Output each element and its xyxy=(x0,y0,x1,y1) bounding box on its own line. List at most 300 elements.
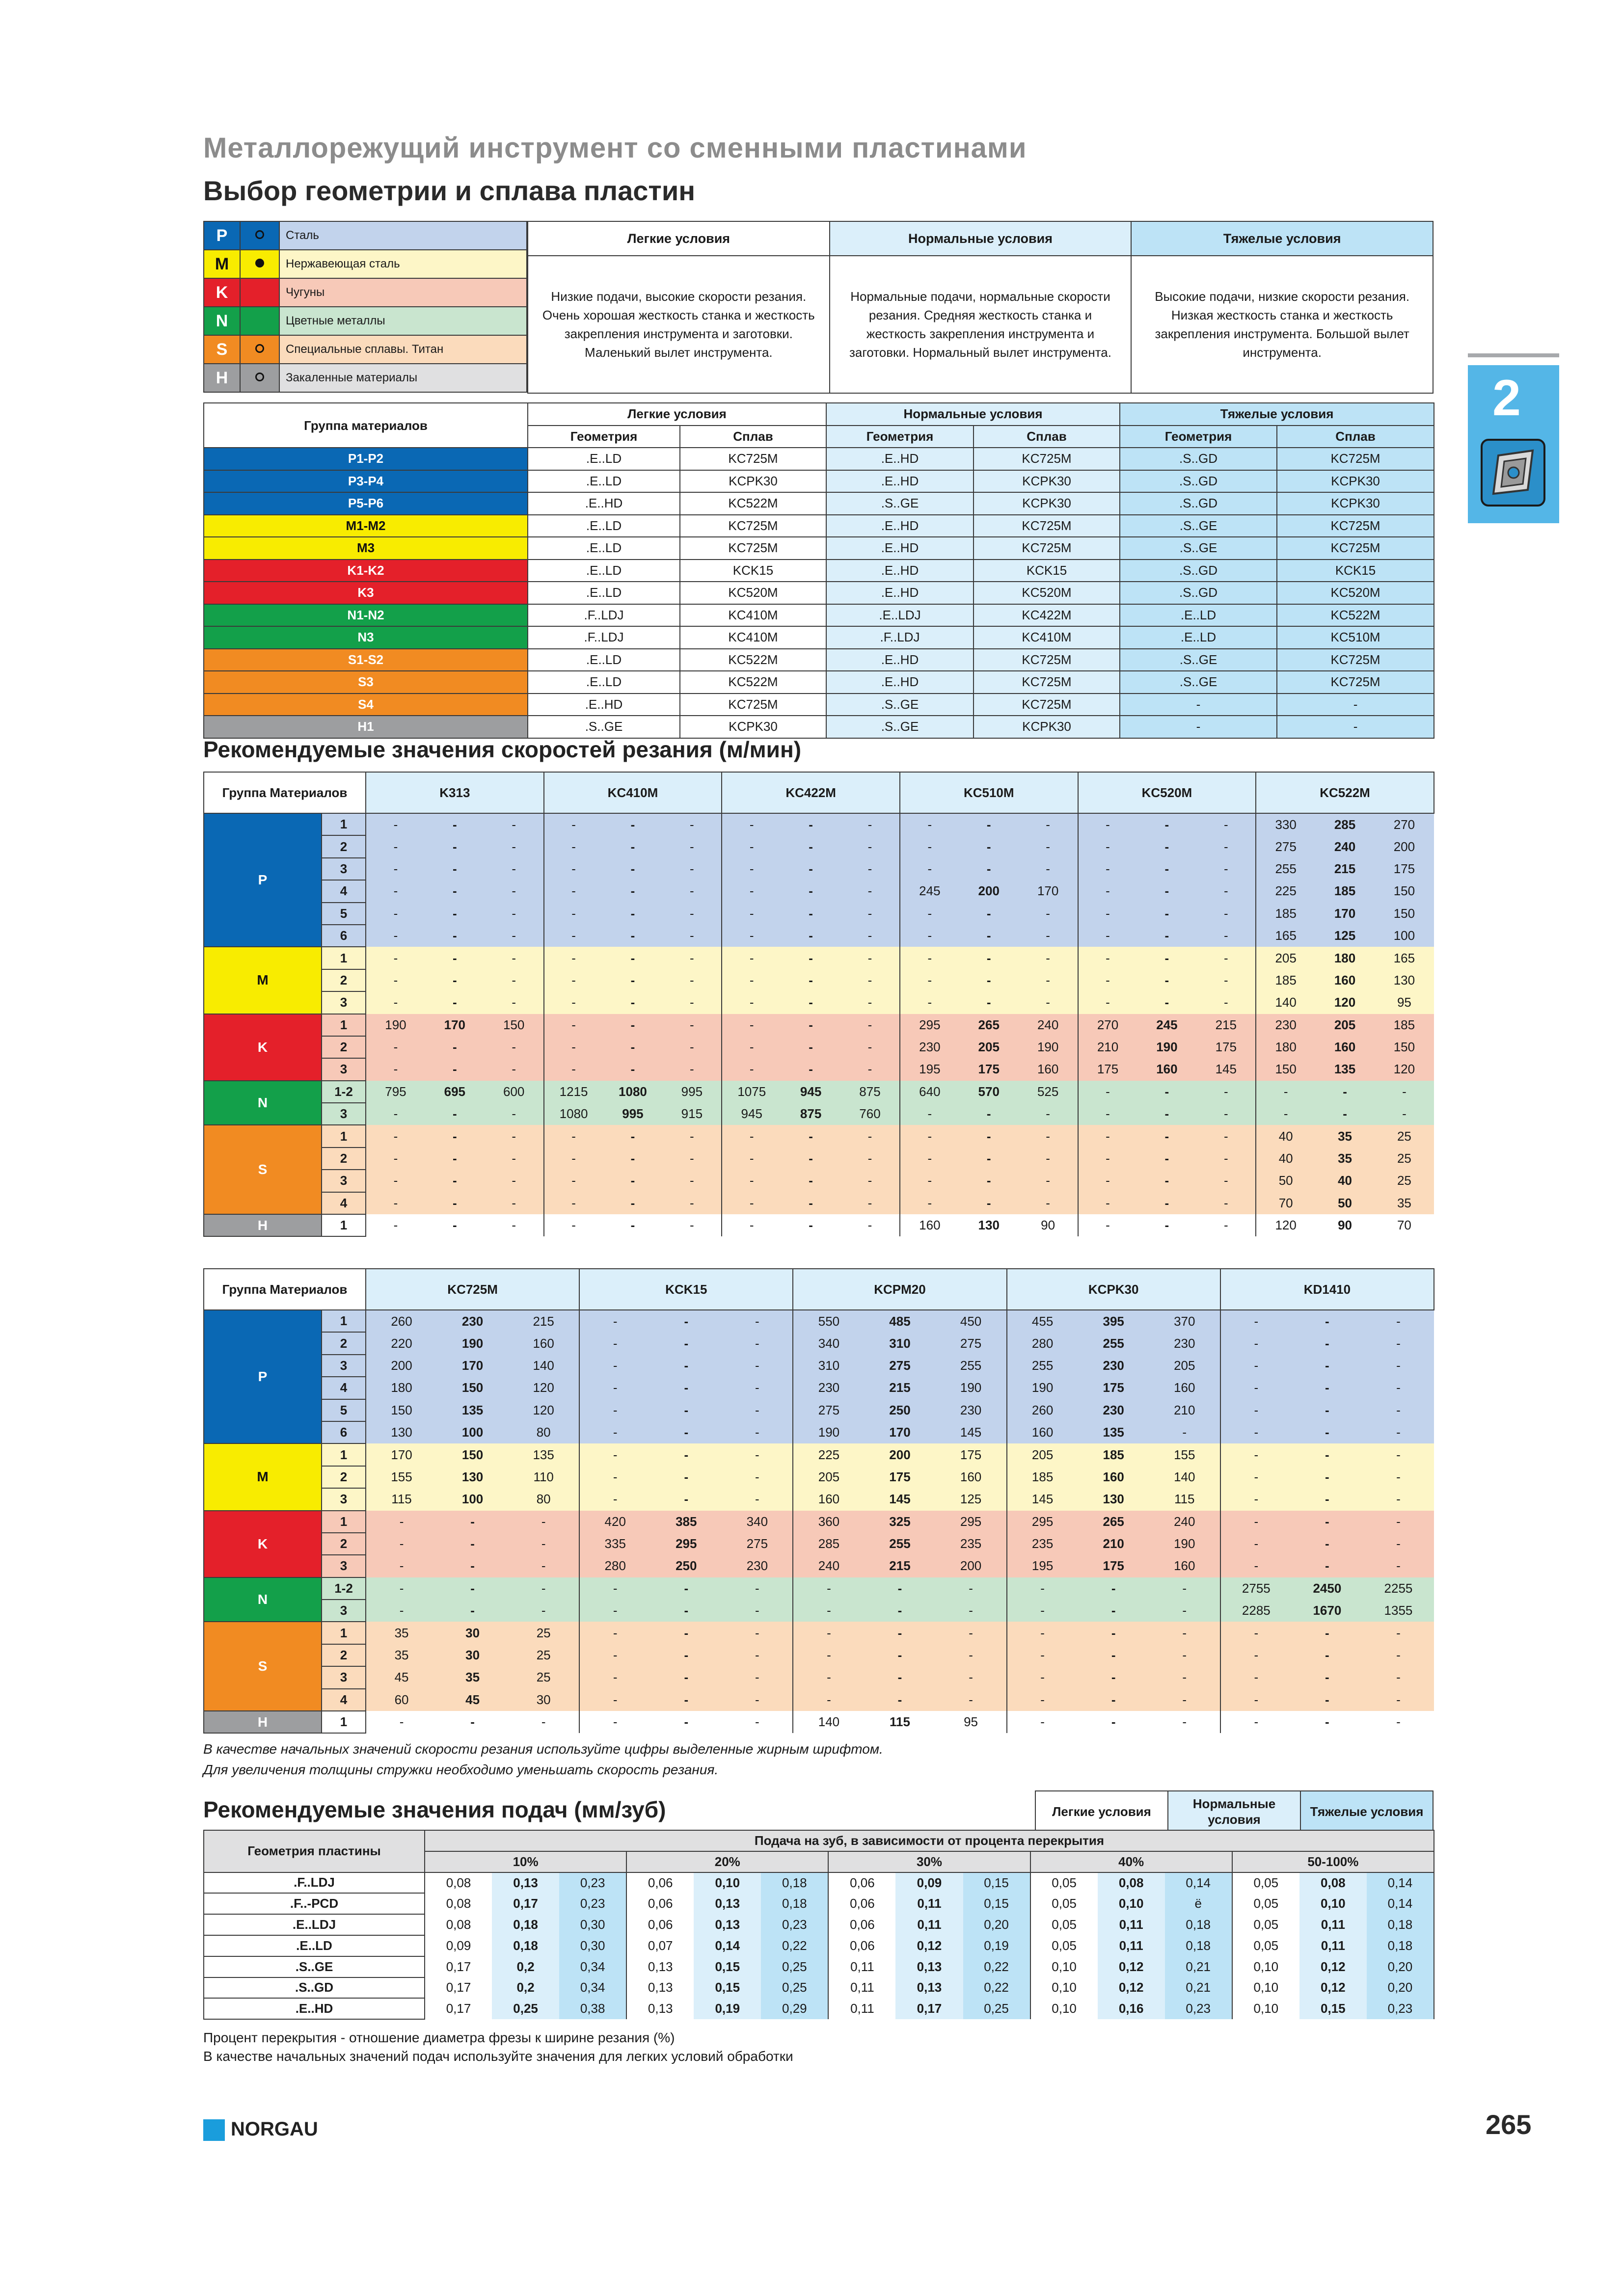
feed-value: 0,10 xyxy=(1098,1893,1165,1914)
speed-value: - xyxy=(864,1666,935,1688)
speed-value: - xyxy=(1019,835,1078,857)
speed-value: - xyxy=(781,925,840,947)
speed-value: - xyxy=(425,925,485,947)
speed-value: - xyxy=(508,1533,579,1555)
speed-value: 275 xyxy=(722,1533,793,1555)
speed-value: - xyxy=(485,813,544,835)
speed-value: - xyxy=(425,1103,485,1125)
speed-value: 150 xyxy=(1256,1058,1315,1080)
speed-value: - xyxy=(1196,880,1256,902)
speed-value: - xyxy=(840,813,900,835)
speed-value: 80 xyxy=(508,1488,579,1510)
feed-value: 0,25 xyxy=(761,1956,828,1977)
speed-value: - xyxy=(425,1036,485,1058)
alloy-header: KD1410 xyxy=(1220,1269,1434,1310)
speed-value: - xyxy=(366,1103,425,1125)
material-subgroup: 1 xyxy=(322,1214,366,1236)
speed-value: - xyxy=(959,835,1019,857)
alloy-header: Сплав xyxy=(974,426,1120,448)
speed-value: - xyxy=(662,1170,722,1192)
speed-value: 60 xyxy=(366,1689,437,1711)
speed-value: - xyxy=(1149,1644,1220,1666)
open-dot-icon xyxy=(255,344,264,353)
speed-value: 170 xyxy=(1315,903,1375,925)
cond-heavy-text: Высокие подачи, низкие скорости резания. Низкая жесткость станка и жесткость закрепления инструмента. Большой вылет инструмента. xyxy=(1131,256,1433,393)
geometry-cell: - xyxy=(1120,694,1277,716)
speed-value: - xyxy=(366,925,425,947)
speed-value: - xyxy=(662,969,722,991)
speed-value: 340 xyxy=(722,1511,793,1533)
speed-value: 25 xyxy=(1375,1148,1434,1170)
speed-value: 35 xyxy=(366,1644,437,1666)
feed-table xyxy=(203,1830,1434,2020)
speed-value: - xyxy=(544,880,603,902)
speed-value: 145 xyxy=(1196,1058,1256,1080)
feed-value: 0,21 xyxy=(1165,1956,1232,1977)
speed-value: 120 xyxy=(508,1399,579,1421)
speed-value: - xyxy=(1292,1466,1363,1488)
speed-value: - xyxy=(936,1600,1007,1622)
speed-value: - xyxy=(485,1125,544,1147)
geometry-cell: .E..HD xyxy=(826,448,974,470)
material-subgroup: 1 xyxy=(322,813,366,835)
feed-value: 0,11 xyxy=(828,1998,895,2019)
geometry-cell: .E..LD xyxy=(528,515,680,537)
speed-value: - xyxy=(1078,858,1137,880)
speed-value: - xyxy=(1078,1170,1137,1192)
feed-percent-header: 20% xyxy=(626,1851,828,1872)
speed-value: - xyxy=(579,1377,650,1399)
speed-value: - xyxy=(603,880,663,902)
speed-value: - xyxy=(1292,1443,1363,1466)
speed-group-header: Группа Материалов xyxy=(204,1269,366,1310)
speed-value: 2755 xyxy=(1220,1577,1292,1600)
speed-value: - xyxy=(662,925,722,947)
speed-value: - xyxy=(579,1644,650,1666)
speed-value: 230 xyxy=(936,1399,1007,1421)
speed-value: - xyxy=(1363,1711,1434,1733)
speed-value: - xyxy=(959,858,1019,880)
speed-value: - xyxy=(650,1399,722,1421)
speed-value: 135 xyxy=(508,1443,579,1466)
speed-value: 225 xyxy=(793,1443,864,1466)
geometry-cell: KC725M xyxy=(974,694,1120,716)
geometry-cell: .E..LD xyxy=(528,448,680,470)
speed-value: - xyxy=(425,947,485,969)
material-group: S3 xyxy=(204,671,528,694)
material-subgroup: 6 xyxy=(322,925,366,947)
insert-icon xyxy=(1479,436,1547,509)
speed-value: - xyxy=(662,813,722,835)
speed-value: - xyxy=(650,1644,722,1666)
speed-value: - xyxy=(1007,1689,1078,1711)
feed-value: 0,23 xyxy=(559,1872,626,1894)
speed-value: 2285 xyxy=(1220,1600,1292,1622)
speed-value: 185 xyxy=(1315,880,1375,902)
speed-value: 150 xyxy=(1375,880,1434,902)
feed-value: 0,10 xyxy=(1299,1893,1367,1914)
geometry-cell: .E..HD xyxy=(826,671,974,694)
speed-value: - xyxy=(1196,1214,1256,1236)
legend-name: Чугуны xyxy=(279,278,527,307)
speed-value: - xyxy=(722,969,781,991)
speed-value: 25 xyxy=(1375,1170,1434,1192)
geometry-cell: - xyxy=(1277,716,1434,738)
speed-value: - xyxy=(722,991,781,1014)
feed-value: 0,11 xyxy=(1098,1935,1165,1956)
geometry-cell: .E..LD xyxy=(528,582,680,604)
speed-value: 295 xyxy=(900,1014,959,1036)
legend-name: Специальные сплавы. Титан xyxy=(279,335,527,364)
alloy-header: KC725M xyxy=(366,1269,579,1310)
material-subgroup: 4 xyxy=(322,1192,366,1214)
feed-value: 0,08 xyxy=(425,1893,492,1914)
speed-value: 145 xyxy=(1007,1488,1078,1510)
material-group: K xyxy=(204,1014,322,1081)
material-subgroup: 4 xyxy=(322,1689,366,1711)
material-subgroup: 3 xyxy=(322,1058,366,1080)
feed-value: 0,05 xyxy=(1030,1935,1098,1956)
open-dot-icon xyxy=(255,373,264,381)
speed-value: - xyxy=(579,1689,650,1711)
speed-value: 260 xyxy=(1007,1399,1078,1421)
speed-value: - xyxy=(366,1036,425,1058)
material-subgroup: 5 xyxy=(322,903,366,925)
feed-value: 0,18 xyxy=(1165,1914,1232,1935)
speed-value: - xyxy=(840,1170,900,1192)
speed-value: 385 xyxy=(650,1511,722,1533)
speed-value: 185 xyxy=(1078,1443,1149,1466)
feed-value: 0,23 xyxy=(761,1914,828,1935)
geometry-cell: KC725M xyxy=(680,537,826,560)
speed-value: - xyxy=(603,1014,663,1036)
speed-value: 160 xyxy=(1078,1466,1149,1488)
speed-value: - xyxy=(1220,1689,1292,1711)
feed-geometry: .E..HD xyxy=(204,1998,425,2019)
speed-value: - xyxy=(1363,1622,1434,1644)
speed-value: 285 xyxy=(793,1533,864,1555)
feed-value: 0,13 xyxy=(694,1914,761,1935)
legend-dot xyxy=(240,335,279,364)
material-group: K3 xyxy=(204,582,528,604)
speed-value: - xyxy=(959,1192,1019,1214)
speed-value: - xyxy=(1149,1577,1220,1600)
speed-value: - xyxy=(1363,1377,1434,1399)
speed-value: - xyxy=(366,1600,437,1622)
speed-value: 695 xyxy=(425,1081,485,1103)
speed-value: 160 xyxy=(1149,1377,1220,1399)
feed-value: 0,12 xyxy=(895,1935,963,1956)
speed-value: - xyxy=(1292,1511,1363,1533)
speed-value: - xyxy=(650,1666,722,1688)
speed-value: 875 xyxy=(840,1081,900,1103)
speed-value: - xyxy=(485,1036,544,1058)
feed-note-1: Процент перекрытия - отношение диаметра фрезы к ширине резания (%) xyxy=(203,2030,675,2045)
speed-value: - xyxy=(722,1466,793,1488)
feed-value: 0,11 xyxy=(828,1956,895,1977)
speed-value: - xyxy=(959,991,1019,1014)
speed-value: - xyxy=(1292,1533,1363,1555)
speed-value: - xyxy=(366,1125,425,1147)
material-subgroup: 1 xyxy=(322,1443,366,1466)
speed-value: 175 xyxy=(1078,1058,1137,1080)
speed-value: - xyxy=(425,1058,485,1080)
feed-value: 0,18 xyxy=(761,1872,828,1894)
speed-value: - xyxy=(840,991,900,1014)
geometry-cell: .S..GD xyxy=(1120,560,1277,582)
speed-value: - xyxy=(508,1711,579,1733)
feed-value: 0,05 xyxy=(1030,1914,1098,1935)
speed-value: - xyxy=(959,947,1019,969)
speed-value: - xyxy=(579,1666,650,1688)
speed-value: - xyxy=(366,1214,425,1236)
alloy-header: K313 xyxy=(366,772,544,813)
feed-value: 0,11 xyxy=(895,1914,963,1935)
feed-value: 0,10 xyxy=(1030,1956,1098,1977)
material-group: S4 xyxy=(204,694,528,716)
speed-value: - xyxy=(1363,1399,1434,1421)
feed-value: 0,17 xyxy=(492,1893,559,1914)
geometry-header: Геометрия xyxy=(826,426,974,448)
speed-value: 995 xyxy=(603,1103,663,1125)
alloy-header: Сплав xyxy=(1277,426,1434,448)
speed-table-2 xyxy=(203,1268,1434,1734)
speed-value: 2255 xyxy=(1363,1577,1434,1600)
speed-value: 275 xyxy=(793,1399,864,1421)
speed-value: - xyxy=(544,969,603,991)
speed-value: - xyxy=(781,969,840,991)
speed-value: - xyxy=(437,1555,508,1577)
speed-value: - xyxy=(722,1014,781,1036)
speed-value: - xyxy=(1078,1711,1149,1733)
speed-value: - xyxy=(1292,1332,1363,1354)
speed-value: - xyxy=(603,947,663,969)
speed-value: - xyxy=(900,1170,959,1192)
material-group: M xyxy=(204,1443,322,1510)
speed-value: - xyxy=(485,1148,544,1170)
speed-value: - xyxy=(425,813,485,835)
speed-value: - xyxy=(366,1533,437,1555)
speed-value: 25 xyxy=(508,1666,579,1688)
tab-divider xyxy=(1468,353,1559,357)
alloy-header: KCPK30 xyxy=(1007,1269,1220,1310)
speed-value: - xyxy=(722,1421,793,1443)
speed-value: - xyxy=(1137,835,1196,857)
feed-value: 0,07 xyxy=(626,1935,694,1956)
material-subgroup: 1-2 xyxy=(322,1577,366,1600)
speed-value: - xyxy=(485,858,544,880)
speed-value: 175 xyxy=(1078,1377,1149,1399)
material-group: N1-N2 xyxy=(204,604,528,627)
speed-value: 35 xyxy=(1315,1125,1375,1147)
feed-geometry: .S..GE xyxy=(204,1956,425,1977)
speed-value: - xyxy=(959,925,1019,947)
speed-value: - xyxy=(508,1555,579,1577)
geometry-cell: KC410M xyxy=(680,604,826,627)
material-subgroup: 3 xyxy=(322,1555,366,1577)
speed-value: - xyxy=(840,1058,900,1080)
feed-value: 0,08 xyxy=(1299,1872,1367,1894)
speed-value: 760 xyxy=(840,1103,900,1125)
speed-value: - xyxy=(437,1711,508,1733)
feed-value: 0,14 xyxy=(694,1935,761,1956)
speed-value: - xyxy=(793,1644,864,1666)
material-legend xyxy=(203,221,527,393)
speed-value: 200 xyxy=(936,1555,1007,1577)
speed-value: 140 xyxy=(1256,991,1315,1014)
speed-value: 220 xyxy=(366,1332,437,1354)
speed-note-2: Для увеличения толщины стружки необходимо уменьшать скорость резания. xyxy=(203,1762,719,1777)
speed-value: - xyxy=(1196,1192,1256,1214)
speed-value: - xyxy=(1137,969,1196,991)
speed-value: 50 xyxy=(1256,1170,1315,1192)
speed-value: 150 xyxy=(437,1443,508,1466)
speed-value: - xyxy=(366,1192,425,1214)
speed-value: 200 xyxy=(366,1355,437,1377)
speed-value: - xyxy=(781,1058,840,1080)
speed-value: - xyxy=(840,858,900,880)
feed-value: 0,10 xyxy=(694,1872,761,1894)
geometry-cell: KC725M xyxy=(974,515,1120,537)
speed-value: 130 xyxy=(1078,1488,1149,1510)
speed-value: 160 xyxy=(900,1214,959,1236)
speed-value: 115 xyxy=(366,1488,437,1510)
geometry-cell: KC522M xyxy=(680,649,826,671)
feed-value: 0,25 xyxy=(492,1998,559,2019)
speed-value: - xyxy=(579,1355,650,1377)
brand-name: NORGAU xyxy=(231,2118,318,2140)
speed-value: 170 xyxy=(425,1014,485,1036)
alloy-header: KC422M xyxy=(722,772,900,813)
speed-value: 190 xyxy=(366,1014,425,1036)
geometry-cell: KC522M xyxy=(680,671,826,694)
material-subgroup: 4 xyxy=(322,1377,366,1399)
geometry-cell: KC725M xyxy=(974,671,1120,694)
speed-value: 190 xyxy=(1007,1377,1078,1399)
legend-dot xyxy=(240,221,279,250)
speed-value: - xyxy=(425,903,485,925)
geometry-cell: KCPK30 xyxy=(680,470,826,493)
cond-light-text: Низкие подачи, высокие скорости резания. Очень хорошая жесткость станка и жесткость закрепления инструмента и заготовки. Маленький вылет инструмента. xyxy=(528,256,830,393)
speed-value: - xyxy=(650,1689,722,1711)
speed-value: 240 xyxy=(1149,1511,1220,1533)
speed-value: - xyxy=(650,1332,722,1354)
geometry-cell: KC725M xyxy=(974,448,1120,470)
speed-value: - xyxy=(793,1577,864,1600)
speed-value: 295 xyxy=(936,1511,1007,1533)
geometry-cell: KC520M xyxy=(1277,582,1434,604)
feed-value: 0,13 xyxy=(626,1956,694,1977)
speed-value: - xyxy=(544,991,603,1014)
speed-value: 190 xyxy=(1137,1036,1196,1058)
speed-value: 270 xyxy=(1078,1014,1137,1036)
geometry-cell: KC725M xyxy=(1277,649,1434,671)
speed-value: - xyxy=(781,858,840,880)
speed-value: 1075 xyxy=(722,1081,781,1103)
speed-value: - xyxy=(485,969,544,991)
speed-value: - xyxy=(425,880,485,902)
geometry-cell: .E..LD xyxy=(528,649,680,671)
speed-value: - xyxy=(544,858,603,880)
material-group: K xyxy=(204,1511,322,1577)
speed-value: - xyxy=(840,880,900,902)
geometry-cell: - xyxy=(1277,694,1434,716)
speed-value: - xyxy=(1220,1443,1292,1466)
speed-value: - xyxy=(662,1125,722,1147)
speed-value: - xyxy=(366,880,425,902)
speed-value: - xyxy=(959,903,1019,925)
legend-name: Нержавеющая сталь xyxy=(279,250,527,278)
geometry-cell: .S..GE xyxy=(1120,649,1277,671)
speed-value: - xyxy=(722,1600,793,1622)
speed-value: - xyxy=(722,925,781,947)
material-subgroup: 2 xyxy=(322,1036,366,1058)
geometry-cell: KC410M xyxy=(680,626,826,649)
cond-heavy-header: Тяжелые условия xyxy=(1131,221,1433,256)
open-dot-icon xyxy=(255,230,264,239)
speed-value: 95 xyxy=(936,1711,1007,1733)
speed-value: - xyxy=(662,880,722,902)
speed-value: - xyxy=(959,1170,1019,1192)
feed-value: 0,08 xyxy=(425,1872,492,1894)
material-subgroup: 3 xyxy=(322,991,366,1014)
speed-value: - xyxy=(1019,1192,1078,1214)
speed-value: - xyxy=(1007,1666,1078,1688)
speed-value: - xyxy=(781,1014,840,1036)
speed-value: - xyxy=(1363,1355,1434,1377)
legend-name: Закаленные материалы xyxy=(279,364,527,392)
legend-dot xyxy=(240,278,279,307)
speed-value: - xyxy=(793,1666,864,1688)
speed-value: 185 xyxy=(1256,969,1315,991)
speed-value: - xyxy=(840,925,900,947)
feed-value: 0,19 xyxy=(963,1935,1030,1956)
conditions-table xyxy=(527,221,1434,394)
speed-value: 275 xyxy=(936,1332,1007,1354)
speed-value: - xyxy=(1019,1148,1078,1170)
speed-value: 135 xyxy=(1315,1058,1375,1080)
feed-value: 0,19 xyxy=(694,1998,761,2019)
speed-value: - xyxy=(603,903,663,925)
speed-value: 125 xyxy=(936,1488,1007,1510)
speed-value: - xyxy=(1292,1689,1363,1711)
speed-value: - xyxy=(1078,991,1137,1014)
speed-value: 160 xyxy=(1315,969,1375,991)
speed-value: - xyxy=(900,925,959,947)
speed-value: 310 xyxy=(864,1332,935,1354)
speed-value: - xyxy=(781,1170,840,1192)
geometry-cell: .S..GE xyxy=(826,694,974,716)
speed-value: - xyxy=(722,1125,781,1147)
speed-value: - xyxy=(1007,1622,1078,1644)
speed-value: - xyxy=(864,1622,935,1644)
speed-value: - xyxy=(544,1058,603,1080)
speed-value: - xyxy=(1149,1689,1220,1711)
speed-value: - xyxy=(1363,1466,1434,1488)
material-subgroup: 5 xyxy=(322,1399,366,1421)
geometry-cell: .E..HD xyxy=(826,649,974,671)
geometry-cell: KC510M xyxy=(1277,626,1434,649)
speed-value: - xyxy=(1292,1622,1363,1644)
geometry-cell: .E..HD xyxy=(826,560,974,582)
speed-value: - xyxy=(662,1148,722,1170)
speed-value: - xyxy=(1196,1125,1256,1147)
speed-value: 150 xyxy=(366,1399,437,1421)
speed-value: - xyxy=(864,1644,935,1666)
speed-value: - xyxy=(603,969,663,991)
speed-value: 25 xyxy=(1375,1125,1434,1147)
speed-value: - xyxy=(662,1036,722,1058)
